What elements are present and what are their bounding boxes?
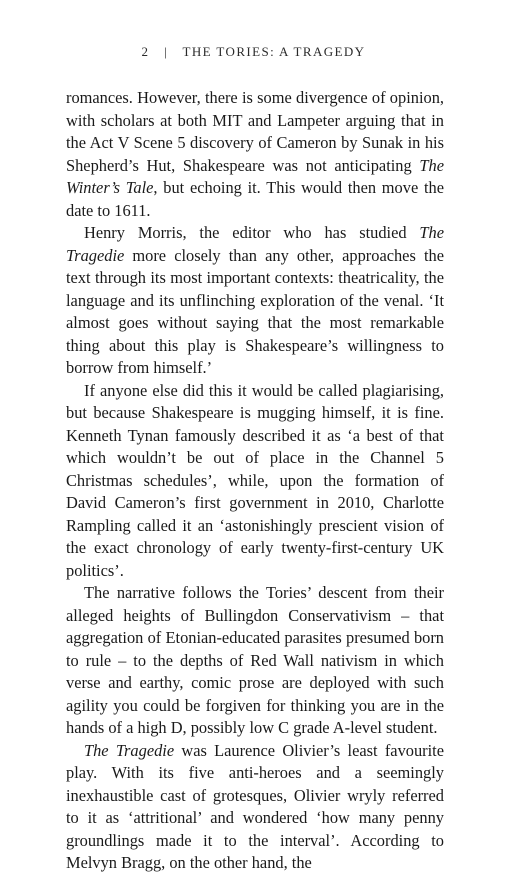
paragraph-2-italic-title: The Tragedie (66, 223, 444, 265)
paragraph-1-text-b: , but echoing it. This would then move the date to 1611. (66, 178, 444, 220)
body-text (66, 87, 444, 875)
paragraph-3 (66, 380, 444, 583)
paragraph-5-italic-title: The Tragedie (84, 740, 175, 760)
paragraph-5-text: was Laurence Olivier’s least favourite play. With its five anti-heroes and a seemingly inexhaustible cast of grotesques, Olivier wryly referred to it as ‘attritional’ and wondered ‘how many penny groundlings made it to the interval’. According to Melvyn Bragg, on the other hand, the (66, 740, 444, 872)
paragraph-1-italic-title: The Winter’s Tale (66, 155, 444, 197)
paragraph-2-text-b: more closely than any other, approaches the text through its most important contexts: theatricality, the language and its unflinching exploration of the venal. ‘It almost goes without saying that the most remarkable thing about this play is Shakespeare’s willingness to borrow from himself.’ (66, 245, 444, 377)
paragraph-4 (66, 582, 444, 740)
paragraph-3-text: If anyone else did this it would be called plagiarising, but because Shakespeare is mugging himself, it is fine. Kenneth Tynan famously described it as ‘a best of that which wouldn’t be out of place in the Channel 5 Christmas schedules’, while, upon the formation of David Cameron’s first government in 2010, Charlotte Rampling called it an ‘astonishingly prescient vision of the exact chronology of early twenty-first-century UK politics’. (66, 380, 444, 580)
paragraph-5 (66, 740, 444, 875)
paragraph-2 (66, 222, 444, 380)
paragraph-1 (66, 87, 444, 222)
running-title: THE TORIES: A TRAGEDY (182, 44, 366, 59)
paragraph-2-text-a: Henry Morris, the editor who has studied (84, 223, 420, 242)
running-header (0, 44, 507, 60)
paragraph-4-text: The narrative follows the Tories’ descent from their alleged heights of Bullingdon Conservativism – that aggregation of Etonian-educated parasites presumed born to rule – to the depths of Red Wall nativism in which verse and earthy, comic prose are deployed with such agility you could be forgiven for thinking you are in the hands of a high D, possibly low C grade A-level student. (66, 583, 444, 737)
header-separator: | (164, 44, 169, 59)
paragraph-1-text-a: romances. However, there is some divergence of opinion, with scholars at both MIT and Lampeter arguing that in the Act V Scene 5 discovery of Cameron by Sunak in his Shepherd’s Hut, Shakespeare was not anticipating (66, 88, 444, 175)
page-number: 2 (141, 44, 150, 59)
